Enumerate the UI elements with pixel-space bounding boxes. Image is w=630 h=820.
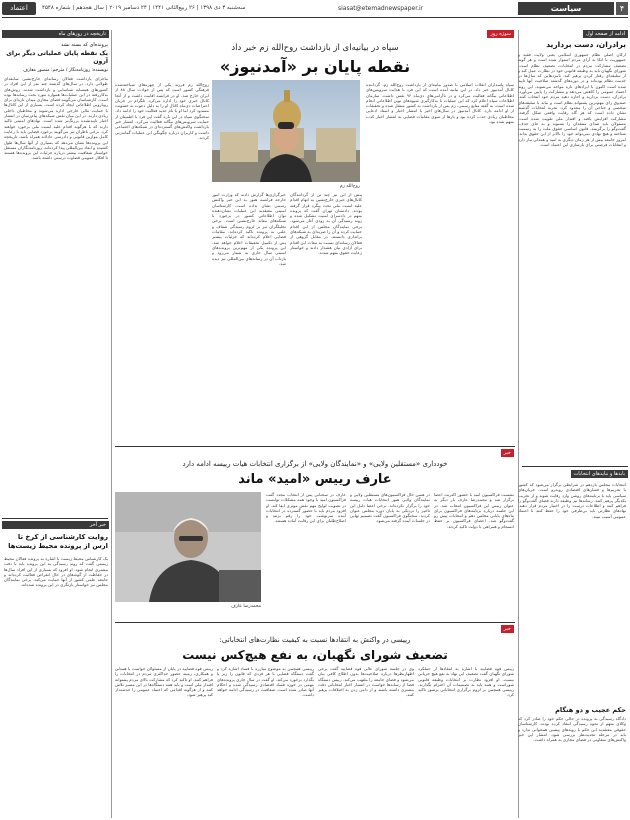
newspaper-logo: اعتماد — [2, 2, 36, 15]
website-address: siasat@etemadnewspaper.ir — [338, 5, 424, 12]
left-divider — [2, 518, 108, 519]
bottom-story-col2: وی در جلسه شورای عالی قوه قضاییه گفت برخی اظهارنظرها درباره صلاحیت‌ها بدون اطلاع کافی بیان می‌شود و فضای جامعه را ملتهب می‌کند. رییس دستگاه قضا از رسانه‌ها خواست در انتشار اخبار انتخاباتی دقت بیشتری داشته باشند و از دامن زدن به اختلافات پرهیز کنند. — [318, 666, 414, 698]
right-column-tag: ادامه از صفحه اول — [583, 30, 628, 38]
middle-story-headline: عارف رییس «امید» ماند — [238, 472, 392, 487]
page-number: ۴ — [616, 2, 628, 15]
bottom-story-kicker: رییسی در واکنش به انتقادها نسبت به کیفیت نظارت‌های انتخاباتی: — [219, 636, 411, 644]
middle-story-tag: خبر — [501, 449, 514, 457]
right-divider — [522, 466, 628, 467]
date-line: سه‌شنبه ۳ دی ۱۳۹۸ | ۲۶ ربیع‌الثانی ۱۴۴۱ | ۲۴ دسامبر ۲۰۱۹ | سال هجدهم | شماره ۴۵۴۸ — [42, 5, 246, 11]
left-column-text: ماجرای بازداشت فعالان رسانه‌ای خارج‌نشین سابقه‌ای طولانی دارد. در سال‌های گذشته چند نفر از این افراد در کشورهای همسایه شناسایی و بازداشت شدند. روش‌های به‌کاررفته در این عملیات‌ها همواره مورد بحث رسانه‌ها بوده است. کارشناسان می‌گویند فضای مجازی میدان تازه‌ای برای رویارویی اطلاعاتی ایجاد کرده است. بسیاری از این کانال‌ها با حمایت مالی خارجی اداره می‌شوند و مخاطبان داخلی زیادی دارند. در این میان نقش شبکه‌های پیام‌رسان در انتشار اخبار تاییدنشده پررنگ‌تر شده است. نهادهای امنیتی تاکید دارند که با هرگونه اقدام علیه امنیت ملی برخورد خواهند کرد. برخی ناظران نیز می‌گویند برخورد قضایی باید با رعایت کامل موازین قانونی و دادرسی عادلانه همراه باشد. تاریخچه این پرونده‌ها نشان می‌دهد که بسیاری از آنها سال‌ها طول کشیده و ابعاد بین‌المللی پیدا کرده‌اند. روزنامه‌نگاران مستقل خواستار شفافیت بیشتر درباره جزئیات این پرونده‌ها هستند تا افکار عمومی قضاوت درستی داشته باشد. — [4, 76, 108, 161]
middle-story-col2: در همین حال فراکسیون‌های مستقلین ولایی و نمایندگان ولایی هنوز انتخابات هیات رییسه خود را برگزار نکرده‌اند. برخی اعضا دلیل این تاخیر را نزدیکی به پایان دوره مجلس عنوان کردند. سخنگوی فراکسیون گفت تصمیم نهایی در جلسات آینده گرفته می‌شود. — [350, 492, 430, 524]
left-column-tag: تاریخچه در روزهای ماه — [2, 30, 109, 38]
right-bottom-text: انتخابات مجلس یازدهم در شرایطی برگزار می‌شود که کشور با تحریم‌ها و فشارهای اقتصادی روبه‌رو است. جریان‌های سیاسی باید با برنامه‌های روشن وارد رقابت شوند و از تخریب یکدیگر پرهیز کنند. رسانه‌ها نیز وظیفه دارند فضای گفت‌وگو را فراهم کنند و اطلاعات درست را در اختیار مردم قرار دهند. نهادهای نظارتی باید بی‌طرفی خود را حفظ کنند تا اعتماد عمومی آسیب نبیند. — [518, 482, 626, 519]
main-story-headline: نقطه پایان بر «آمدنیوز» — [219, 57, 411, 76]
middle-story-col3: عارف در سخنانی پس از انتخاب مجدد گفت فراکسیون امید با وجود همه مشکلات توانست در تصویب لوایح مهم نقش موثری ایفا کند. او افزود مردم باید با حضور گسترده در انتخابات آینده سرنوشت خود را رقم بزنند و اصلاح‌طلبان برای این رقابت آماده هستند. — [266, 492, 346, 524]
bottom-story-col1: رییس قوه قضاییه با اشاره به انتقادها از عملکرد شورای نگهبان گفت تضعیف این نهاد به نفع هیچ جریانی نیست. او افزود نظارت بر انتخابات وظیفه قانونی شوراست و همه باید به تصمیمات آن احترام بگذارند. رییسی همچنین بر لزوم برگزاری انتخاباتی پرشور تاکید کرد. — [418, 666, 514, 698]
main-story-kicker: سپاه در بیانیه‌ای از بازداشت روح‌الله زم خبر داد — [231, 43, 399, 53]
left-column-headline: یک نقطه پایان عملیاتی دیگر برای آرون — [6, 50, 108, 65]
right-box-text: دادگاه رسیدگی به پرونده در حالی حکم خود را صادر کرد که وکلای متهم از نحوه رسیدگی انتقاد کرده بودند. کارشناسان حقوقی معتقدند این حکم با رویه‌های پیشین همخوانی ندارد و باید در مرحله تجدیدنظر بررسی شود. انتشار این خبر واکنش‌های متفاوتی در فضای مجازی به همراه داشت. — [518, 716, 626, 743]
middle-story-kicker: خودداری «مستقلین ولایی» و «نمایندگان ولایی» از برگزاری انتخابات هیات رییسه ادامه دارد — [182, 460, 448, 468]
left-bottom-text: یک کارشناس محیط زیست با اشاره به پرونده فعالان محیط زیستی گفت که روند رسیدگی به این پرونده باید با دقت بیشتری انجام شود. او افزود که بسیاری از این افراد سال‌ها در حفاظت از گونه‌های در حال انقراض فعالیت کرده‌اند و جامعه علمی کشور از آنها حمایت می‌کند. برخی نمایندگان مجلس نیز خواستار بازنگری در این پرونده شده‌اند. — [4, 556, 108, 588]
main-story-col3: خبرگزاری‌ها گزارش دادند که وزارت امور خارجه فرانسه هنوز به این خبر واکنش رسمی نشان نداده است. کارشناسان امنیتی معتقدند این عملیات نشان‌دهنده توان اطلاعاتی کشور در برخورد با شبکه‌های معاند خارج‌نشین است. برخی تحلیلگران نیز بر لزوم رسیدگی شفاف و علنی به پرونده تاکید کرده‌اند. مقامات قضایی اعلام کرده‌اند که جزئیات بیشتر پس از تکمیل تحقیقات اعلام خواهد شد. این پرونده یکی از مهم‌ترین پرونده‌های امنیتی سال جاری به شمار می‌رود و بازتاب آن در رسانه‌های بین‌المللی نیز دیده شد. — [212, 192, 286, 266]
middle-story-col1: نشست فراکسیون امید با حضور اکثریت اعضا برگزار شد و محمدرضا عارف بار دیگر به عنوان رییس این فراکسیون انتخاب شد. در این جلسه درباره برنامه‌های فراکسیون برای ماه‌های پایانی مجلس دهم و انتخابات پیش رو گفت‌وگو شد. اعضای فراکسیون بر حفظ انسجام و همراهی با دولت تاکید کردند. — [434, 492, 514, 529]
portrait-image — [212, 80, 360, 182]
bottom-story-col4: رییس قوه قضاییه در پایان از مسئولان خواست با همدلی و همکاری، زمینه حضور حداکثری مردم در انتخابات را فراهم کنند. او تاکید کرد که مشارکت بالای مردم پشتوانه اقتدار ملی است و باید همه دستگاه‌ها در این مسیر تلاش کنند و از هرگونه اقدامی که اعتماد عمومی را خدشه‌دار کند پرهیز شود. — [115, 666, 213, 698]
column-divider — [111, 30, 112, 818]
page-header — [2, 2, 628, 16]
left-bottom-tag: خبر آخر — [2, 521, 109, 529]
main-story-col2: روح‌الله زم فرزند یکی از چهره‌های شناخته‌شده فرهنگی کشور است که پس از حوادث سال ۸۸ از ایران خارج شد. او در فرانسه اقامت داشت و از آنجا کانال خبری خود را اداره می‌کرد. تلگرام در جریان اعتراضات دی‌ماه کانال او را به دلیل دعوت به خشونت مسدود کرد اما او با نام جدید فعالیت خود را ادامه داد. سخنگوی سپاه در این باره گفت این فرد با اطمینان از حمایت سرویس‌های بیگانه فعالیت می‌کرد. انتشار خبر بازداشت واکنش‌های گسترده‌ای در شبکه‌های اجتماعی داشت و کاربران درباره چگونگی این عملیات گمانه‌زنی کردند. — [115, 82, 209, 140]
photo-caption: روح‌الله زم — [339, 184, 360, 189]
section-title: سیاست — [518, 2, 614, 15]
header-divider — [2, 17, 628, 18]
middle-divider — [115, 446, 515, 447]
bottom-story-tag: خبر — [501, 625, 514, 633]
left-bottom-headline: روایت کارشناسی از کرخ تا ارس از پرونده محیط زیست‌ها — [8, 533, 108, 550]
bottom-divider — [115, 622, 515, 623]
main-story-col1: سپاه پاسداران انقلاب اسلامی با صدور بیانیه‌ای از بازداشت روح‌الله زم، گرداننده کانال آمدنیوز خبر داد. در این بیانیه آمده است که این فرد با هدایت سرویس‌های اطلاعاتی بیگانه فعالیت می‌کرد و در ناآرامی‌های دی‌ماه ۹۶ نقش داشت. سازمان اطلاعات سپاه اعلام کرد که این عملیات با به‌کارگیری شیوه‌های نوین اطلاعاتی انجام شده است. به گفته منابع رسمی، زم پس از بازداشت به کشور منتقل شده و تحقیقات از او ادامه دارد. کانال آمدنیوز در سال‌های اخیر با انتشار اخبار و اسناد ادعایی مخاطبان زیادی جذب کرده بود و بارها از سوی مقامات قضایی به انتشار اخبار کذب متهم شده بود. — [366, 82, 514, 125]
main-story-col4: پیش از این نیز چند تن از گردانندگان کانال‌های خبری خارج‌نشین به اتهام اقدام علیه امنیت ملی تحت پیگرد قرار گرفته بودند. دادستان تهران گفت که پرونده متهم در دادسرای امنیت تشکیل شده و روند رسیدگی آن به زودی آغاز می‌شود. برخی نمایندگان مجلس از این اقدام حمایت کرده و آن را ضربه‌ای به شبکه‌های براندازی دانستند. در مقابل گروهی از فعالان رسانه‌ای نسبت به تبعات این اقدام برای آزادی بیان هشدار دادند و خواستار رعایت حقوق متهم شدند. — [290, 192, 362, 256]
left-column-subhead: پرونده‌ای که بسته نشد — [61, 42, 108, 48]
left-column-byline: نویسنده: روزنامه‌نگار / مترجم: منصور معارف — [23, 68, 108, 73]
bottom-story-headline: تضعیف شورای نگهبان، به نفع هیچ‌کس نیست — [182, 648, 448, 662]
right-column-text: ارکان اصلی نظام جمهوری اسلامی یعنی ولایت فقیه و جمهوریت با اتکا به آرای مردم استوار شده است و هر گونه تضعیف مشارکت مردم در انتخابات، تضعیف نظام است. شورای نگهبان باید به وظیفه قانونی خود در نظارت عمل کند و از سلیقه‌ای رفتار کردن پرهیز کند. نامزدهایی که سال‌ها در خدمت نظام بوده‌اند و در دوره‌های گذشته صلاحیت آنها تایید شده است اکنون با ایرادهای تازه مواجه می‌شوند. این روند اعتماد عمومی را کاهش می‌دهد و مشارکت را پایین می‌آورد. برادران، دست بردارید و اجازه دهید مردم خود انتخاب کنند. صندوق رای مهم‌ترین پشتوانه نظام است و نباید با سلیقه‌های شخصی و جناحی آن را محدود کرد. تجربه انتخابات گذشته نشان داده است که هر گاه رقابت واقعی شکل گرفته، مشارکت افزایش یافته و اقتدار ملی تقویت شده است. مسئولان باید صدای منتقدان را بشنوند و به جای حذف، گفت‌وگو را برگزینند. قانون اساسی حقوق ملت را به رسمیت شناخته و هیچ نهادی نمی‌تواند خود را بالاتر از این حقوق بداند. امروز جامعه بیش از هر زمان دیگری به امید و همدلی نیاز دارد و انتخابات فرصتی برای بازسازی این اعتماد است. — [518, 52, 626, 148]
main-story-tag: سوژه روز — [487, 30, 514, 38]
main-story-photo — [212, 80, 360, 182]
right-bottom-tag: باید‌ها و نباید‌های انتخابات — [571, 470, 628, 478]
right-column-headline: برادران، دست بردارید — [546, 40, 626, 49]
middle-story-photo — [115, 492, 261, 602]
portrait-image — [115, 492, 261, 602]
middle-photo-caption: محمدرضا عارف — [231, 604, 261, 609]
right-box-headline: حکم عجیب و دو هنگام — [555, 706, 626, 714]
bottom-story-col3: رییسی همچنین به موضوع مبارزه با فساد اشاره کرد و گفت دستگاه قضایی با هر فردی که قانون را زیر پا بگذارد برخورد می‌کند. او گفت در سال جاری پرونده‌های مهمی در حوزه فساد اقتصادی رسیدگی شده و احکام آنها صادر شده است. شفافیت در رسیدگی ادامه خواهد داشت. — [217, 666, 314, 698]
